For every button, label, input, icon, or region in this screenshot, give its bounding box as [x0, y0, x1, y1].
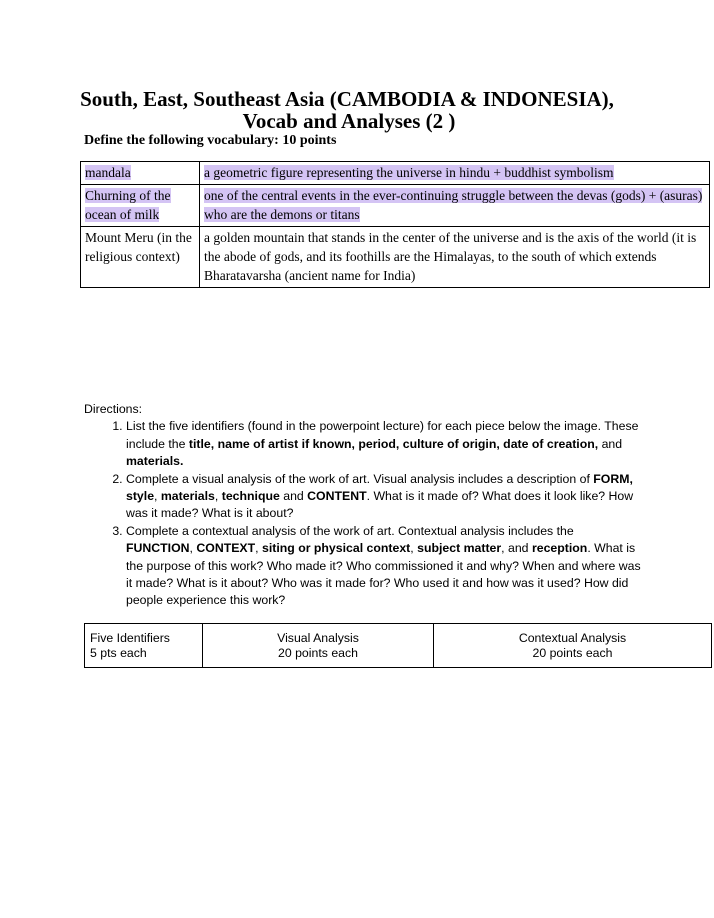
column-title: Visual Analysis	[277, 631, 359, 645]
vocab-definition: one of the central events in the ever-continuing struggle between the devas (gods) + (asuras) who are the demons or titans	[204, 188, 703, 222]
directions-emphasis: materials.	[126, 454, 184, 469]
directions-emphasis: FUNCTION	[126, 541, 190, 556]
directions-emphasis: CONTEXT	[196, 541, 256, 556]
vocab-definition-cell	[200, 185, 710, 227]
contextual-analysis-header	[434, 624, 712, 668]
directions-emphasis: subject matter	[417, 541, 502, 556]
directions-item-visual-analysis	[126, 471, 644, 523]
directions-emphasis: FORM, style	[126, 471, 633, 504]
column-points: 20 points each	[278, 646, 358, 660]
directions-item-identifiers	[126, 418, 644, 470]
five-identifiers-header	[85, 624, 203, 668]
vocab-instruction: Define the following vocabulary: 10 points	[84, 133, 337, 148]
directions-text: . What is the purpose of this work? Who made it? Who commissioned it and why? When and where was it made? What is it about? Who was it made for? Who used it and how was it used? How did people experience this work?	[126, 541, 641, 608]
directions-emphasis: materials	[160, 489, 215, 504]
directions-text: ,	[214, 489, 222, 504]
directions-text: ,	[154, 489, 161, 504]
directions-emphasis: reception	[531, 541, 588, 556]
directions-text: ,	[255, 541, 262, 556]
vocab-term: mandala	[85, 165, 131, 180]
vocab-term-cell	[81, 185, 200, 227]
visual-analysis-header	[203, 624, 434, 668]
column-points: 5 pts each	[90, 646, 147, 660]
directions-text: and	[279, 489, 308, 504]
vocab-definition: a geometric figure representing the universe in hindu + buddhist symbolism	[204, 165, 614, 180]
column-points: 20 points each	[532, 646, 613, 660]
vocab-term: Mount Meru (in the religious context)	[85, 230, 192, 264]
directions-section	[84, 401, 644, 610]
document-title-line-2: Vocab and Analyses (2 )	[242, 109, 456, 133]
directions-emphasis: title, name of artist if known, period, culture of origin, date of creation,	[188, 436, 599, 451]
vocab-row	[81, 162, 710, 185]
directions-emphasis: siting or physical context	[261, 541, 411, 556]
vocab-definition-cell	[200, 162, 710, 185]
directions-label: Directions:	[84, 402, 143, 416]
column-title: Five Identifiers	[90, 631, 170, 645]
vocab-row	[81, 227, 710, 288]
directions-text: Complete a visual analysis of the work of art. Visual analysis includes a description of	[126, 471, 594, 486]
directions-text: and	[598, 436, 623, 451]
analysis-table	[84, 623, 712, 668]
vocab-term-cell	[81, 227, 200, 288]
vocab-term: Churning of the ocean of milk	[85, 188, 171, 222]
vocab-definition-cell	[200, 227, 710, 288]
vocab-row	[81, 185, 710, 227]
directions-text: , and	[501, 541, 532, 556]
document-title-line-1: South, East, Southeast Asia (CAMBODIA & INDONESIA),	[80, 87, 614, 111]
vocab-term-cell	[81, 162, 200, 185]
analysis-header-row	[85, 624, 712, 668]
vocab-table	[80, 161, 710, 288]
vocab-definition: a golden mountain that stands in the center of the universe and is the axis of the world (it is the abode of gods, and its foothills are the Himalayas, to the south of which extends Bharatavarsha (ancient name for India)	[204, 230, 697, 283]
directions-emphasis: CONTENT	[307, 489, 367, 504]
directions-item-contextual-analysis	[126, 523, 644, 610]
directions-text: Complete a contextual analysis of the work of art. Contextual analysis includes the	[126, 523, 574, 538]
directions-text: List the five identifiers (found in the powerpoint lecture) for each piece below the image. These include the	[126, 419, 639, 451]
directions-emphasis: technique	[221, 489, 280, 504]
directions-text: . What is it made of? What does it look like? How was it made? What is it about?	[126, 489, 634, 521]
directions-text: ,	[410, 541, 418, 556]
directions-text: ,	[189, 541, 197, 556]
column-title: Contextual Analysis	[518, 631, 627, 645]
directions-list	[84, 418, 644, 609]
